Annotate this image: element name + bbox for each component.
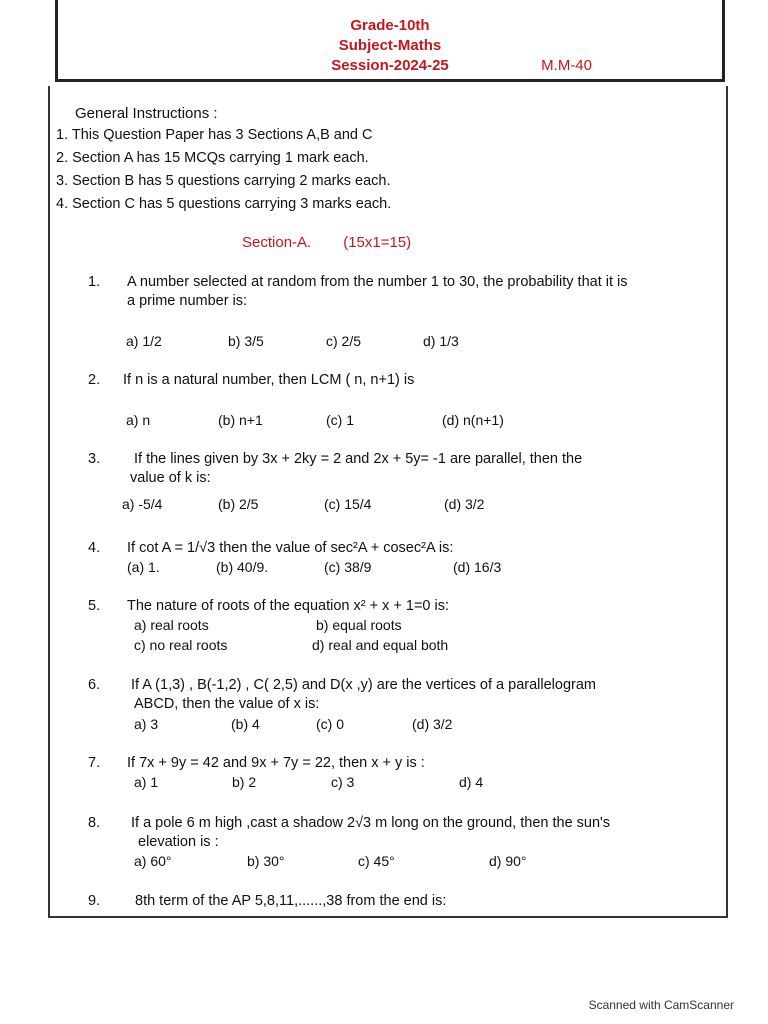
question-2-option-a: a) n xyxy=(126,412,151,428)
instruction-item: 1. This Question Paper has 3 Sections A,B and C xyxy=(56,127,373,143)
question-number: 4. xyxy=(88,540,101,556)
question-8-option-d: d) 90° xyxy=(489,853,527,869)
question-1-line-2: a prime number is: xyxy=(127,293,248,309)
question-1-option-b: b) 3/5 xyxy=(228,333,264,349)
question-1-option-c: c) 2/5 xyxy=(326,333,362,349)
header-box xyxy=(55,0,725,82)
question-3-line-1: If the lines given by 3x + 2ky = 2 and 2x + 5y= -1 are parallel, then the xyxy=(134,451,583,467)
question-3-option-b: (b) 2/5 xyxy=(218,496,259,512)
question-5-option-c: c) no real roots xyxy=(134,637,228,653)
question-5-line-1: The nature of roots of the equation x² + x + 1=0 is: xyxy=(127,598,450,614)
question-8-option-c: c) 45° xyxy=(358,853,395,869)
question-3-line-2: value of k is: xyxy=(130,470,211,486)
question-number: 2. xyxy=(88,372,101,388)
question-8-option-b: b) 30° xyxy=(247,853,285,869)
question-8-line-1: If a pole 6 m high ,cast a shadow 2√3 m long on the ground, then the sun's xyxy=(131,815,611,831)
scanner-watermark: Scanned with CamScanner xyxy=(588,998,734,1012)
grade-title: Grade-10th xyxy=(350,17,430,34)
max-marks: M.M-40 xyxy=(541,57,592,74)
question-8-option-a: a) 60° xyxy=(134,853,172,869)
question-5-option-a: a) real roots xyxy=(134,617,209,633)
question-4-option-c: (c) 38/9 xyxy=(324,559,372,575)
question-number: 8. xyxy=(88,815,101,831)
question-7-option-c: c) 3 xyxy=(331,774,355,790)
question-number: 5. xyxy=(88,598,101,614)
section-a-title: Section-A. xyxy=(242,234,312,251)
instruction-item: 3. Section B has 5 questions carrying 2 marks each. xyxy=(56,173,391,189)
question-7-line-1: If 7x + 9y = 42 and 9x + 7y = 22, then x + y is : xyxy=(127,755,425,771)
question-7-option-d: d) 4 xyxy=(459,774,484,790)
question-7-option-b: b) 2 xyxy=(232,774,257,790)
question-4-option-b: (b) 40/9. xyxy=(216,559,269,575)
question-3-option-c: (c) 15/4 xyxy=(324,496,372,512)
question-number: 1. xyxy=(88,274,101,290)
question-5-option-b: b) equal roots xyxy=(316,617,402,633)
question-9-line-1: 8th term of the AP 5,8,11,......,38 from the end is: xyxy=(135,893,447,909)
question-4-option-d: (d) 16/3 xyxy=(453,559,502,575)
question-number: 7. xyxy=(88,755,101,771)
question-number: 6. xyxy=(88,677,101,693)
question-number: 3. xyxy=(88,451,101,467)
question-4-line-1: If cot A = 1/√3 then the value of sec²A + cosec²A is: xyxy=(127,540,454,556)
question-2-option-d: (d) n(n+1) xyxy=(442,412,504,428)
question-6-option-c: (c) 0 xyxy=(316,716,344,732)
question-4-option-a: (a) 1. xyxy=(127,559,160,575)
subject-title: Subject-Maths xyxy=(338,37,442,54)
question-number: 9. xyxy=(88,893,101,909)
question-1-option-d: d) 1/3 xyxy=(423,333,459,349)
section-a-heading xyxy=(242,234,411,251)
instruction-item: 4. Section C has 5 questions carrying 3 marks each. xyxy=(56,196,392,212)
instructions-list xyxy=(56,124,391,216)
question-6-option-b: (b) 4 xyxy=(231,716,260,732)
section-a-marks: (15x1=15) xyxy=(343,234,412,251)
instruction-item: 2. Section A has 15 MCQs carrying 1 mark each. xyxy=(56,150,369,166)
question-6-option-d: (d) 3/2 xyxy=(412,716,453,732)
question-7-option-a: a) 1 xyxy=(134,774,159,790)
instructions-title: General Instructions : xyxy=(75,105,218,122)
question-1-option-a: a) 1/2 xyxy=(126,333,162,349)
question-6-line-2: ABCD, then the value of x is: xyxy=(134,696,320,712)
question-5-option-d: d) real and equal both xyxy=(312,637,449,653)
session-title: Session-2024-25 xyxy=(331,57,449,74)
question-2-option-b: (b) n+1 xyxy=(218,412,263,428)
question-3-option-a: a) -5/4 xyxy=(122,496,163,512)
question-8-line-2: elevation is : xyxy=(138,834,219,850)
question-3-option-d: (d) 3/2 xyxy=(444,496,485,512)
question-6-line-1: If A (1,3) , B(-1,2) , C( 2,5) and D(x ,y) are the vertices of a parallelogram xyxy=(131,677,596,693)
question-2-line-1: If n is a natural number, then LCM ( n, n+1) is xyxy=(123,372,415,388)
question-1-line-1: A number selected at random from the number 1 to 30, the probability that it is xyxy=(127,274,628,290)
question-2-option-c: (c) 1 xyxy=(326,412,354,428)
question-6-option-a: a) 3 xyxy=(134,716,159,732)
